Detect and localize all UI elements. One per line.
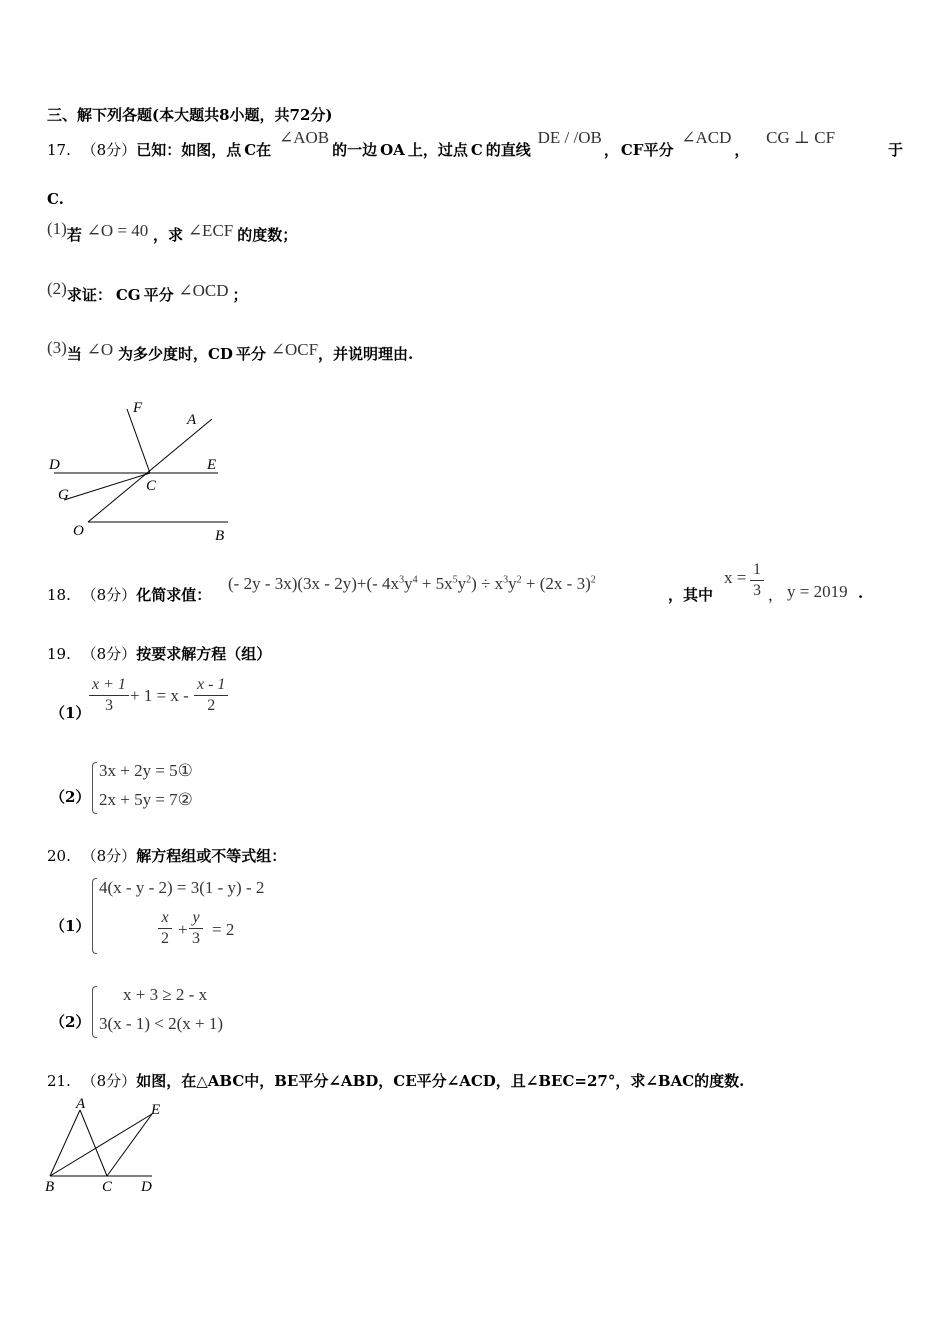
q17-sub2 xyxy=(47,279,248,305)
q17-text: 上，过点 xyxy=(407,141,468,159)
line-cf xyxy=(127,409,150,473)
q18-text-where: ，其中 xyxy=(668,586,714,604)
q18-x-numerator: 1 xyxy=(750,560,764,581)
q17-number: 17. xyxy=(47,141,71,159)
q17-sub2-cg: CG xyxy=(115,286,141,304)
q17-text: 在 xyxy=(256,141,272,159)
q20-title-line xyxy=(47,845,286,866)
q20-sub1-rhs: = 2 xyxy=(212,920,235,939)
q20-sub1-frac1 xyxy=(158,908,172,949)
q18-expr-a: (- 2y - 3x)(3x - 2y) xyxy=(228,574,357,593)
q18-exp: 3 xyxy=(399,574,405,586)
q17-sub1-target: ∠ECF xyxy=(187,221,234,240)
q19-points: （8分） xyxy=(81,645,137,663)
q17-sub3-text: 当 xyxy=(66,345,82,363)
q20-sub2-eq2: 3(x - 1) < 2(x + 1) xyxy=(99,1014,223,1033)
q18-expr-e: + (2x - 3) xyxy=(521,574,591,593)
q17-sub2-label: (2) xyxy=(47,279,67,298)
q20-sub1-eq1: 4(x - y - 2) = 3(1 - y) - 2 xyxy=(99,878,265,897)
fig21-label-e: E xyxy=(151,1102,161,1118)
q17-text: ， xyxy=(734,141,750,159)
q17-cg-perp-cf: CG ⊥ CF xyxy=(766,128,836,147)
q17-figure xyxy=(44,396,244,546)
q17-points: （8分） xyxy=(81,141,137,159)
q19-sub2-brace xyxy=(92,762,97,814)
fig17-label-c: C xyxy=(146,478,157,494)
q17-sub1-text: 若 xyxy=(66,226,82,244)
q20-sub1-denominator: 2 xyxy=(161,930,169,947)
q17-oa: OA xyxy=(380,141,405,159)
q18-exp: 2 xyxy=(590,574,596,586)
q18-var-y: y xyxy=(404,574,413,593)
q19-title-line xyxy=(47,643,271,664)
q21-line xyxy=(47,1070,744,1091)
q18-expr-c: + 5x xyxy=(417,574,453,593)
q17-text: 的一边 xyxy=(332,141,378,159)
line-ce xyxy=(107,1114,152,1176)
q18-expr-d: ) ÷ x xyxy=(471,574,504,593)
q18-x-eq xyxy=(724,568,746,588)
line-oa xyxy=(88,419,212,522)
q18-expression xyxy=(228,574,596,594)
line-be xyxy=(50,1114,152,1176)
q20-number: 20. xyxy=(47,847,71,865)
q19-title: 按要求解方程（组） xyxy=(136,645,272,663)
q20-sub1-brace xyxy=(92,878,97,954)
q18-exp: 2 xyxy=(466,574,472,586)
q20-sub2-brace xyxy=(92,986,97,1038)
q20-sub1-plus: + xyxy=(178,920,188,939)
fig21-label-b: B xyxy=(45,1179,55,1195)
q17-sub2-text: ； xyxy=(232,286,248,304)
fig17-label-a: A xyxy=(187,412,197,428)
q17-cf: CF xyxy=(620,141,644,159)
q18-comma: ， xyxy=(768,586,784,604)
q17-de-parallel-ob: DE / /OB xyxy=(537,128,602,147)
q17-angle-acd: ∠ACD xyxy=(681,128,732,147)
q20-sub2-label: （2） xyxy=(50,1013,91,1031)
q19-sub1-frac2 xyxy=(194,675,228,716)
q20-sub1-frac2 xyxy=(189,908,203,949)
q19-sub1-middle: + 1 = x - xyxy=(130,686,189,705)
q18-plus: + xyxy=(356,574,367,593)
fig17-label-e: E xyxy=(207,457,217,473)
q20-sub1-numerator: y xyxy=(189,908,203,929)
q17-text: 平分 xyxy=(643,141,674,159)
q17-sub1-label: (1) xyxy=(47,219,67,238)
q17-angle-aob: ∠AOB xyxy=(278,128,330,147)
q17-sub3-angle: ∠O xyxy=(86,340,114,359)
fig17-label-g: G xyxy=(58,487,69,503)
q18-text: 化简求值： xyxy=(136,586,212,604)
q20-sub1-numerator: x xyxy=(158,908,172,929)
q17-text: ， xyxy=(603,141,619,159)
q20-points: （8分） xyxy=(81,847,137,865)
q17-point-c: C xyxy=(470,141,483,159)
q17-sub3-cd: CD xyxy=(207,345,233,363)
q17-sub1-text: ，求 xyxy=(153,226,184,244)
q18-var-y: y xyxy=(457,574,467,593)
q20-title: 解方程组或不等式组： xyxy=(136,847,287,865)
q17-sub2-text: 求证： xyxy=(66,286,112,304)
q21-figure xyxy=(42,1096,172,1196)
fig21-label-d: D xyxy=(141,1179,152,1195)
q17-sub1-text: 的度数； xyxy=(237,226,298,244)
fig17-label-o: O xyxy=(73,523,84,539)
q17-sub1-condition: ∠O = 40 xyxy=(86,221,149,240)
q18-number: 18. xyxy=(47,586,71,604)
q19-sub1-numerator: x + 1 xyxy=(89,675,129,696)
q19-number: 19. xyxy=(47,645,71,663)
q19-sub1-denominator: 2 xyxy=(207,697,216,714)
q17-sub1 xyxy=(47,219,298,245)
q21-text: 如图，在△ABC中，BE平分∠ABD，CE平分∠ACD，且∠BEC=27°，求∠BAC的度数. xyxy=(136,1072,745,1090)
q17-line1 xyxy=(47,128,838,160)
q17-point-c: C xyxy=(244,141,257,159)
q17-sub2-target: ∠OCD xyxy=(178,281,229,300)
q19-sub1-label: （1） xyxy=(50,704,91,722)
fig17-label-b: B xyxy=(215,528,225,544)
q18-x-fraction xyxy=(750,560,764,601)
q17-text: 的直线 xyxy=(485,141,531,159)
q18-y-eq: y = 2019 xyxy=(787,582,848,601)
line-ac xyxy=(80,1110,107,1176)
fig17-label-f: F xyxy=(133,400,143,416)
q17-sub3-text: 为多少度时， xyxy=(117,345,208,363)
q17-sub3-text: 平分 xyxy=(235,345,266,363)
q17-sub3-text: ，并说明理由. xyxy=(318,345,414,363)
q18-var-y: y xyxy=(508,574,517,593)
q18-exp: 4 xyxy=(412,574,418,586)
fig21-label-a: A xyxy=(76,1096,86,1112)
q19-sub1-frac1 xyxy=(89,675,129,716)
q19-sub2-label: （2） xyxy=(50,788,91,806)
q21-points: （8分） xyxy=(81,1072,137,1090)
q17-sub2-text: 平分 xyxy=(143,286,174,304)
q19-sub2-eq1: 3x + 2y = 5① xyxy=(99,761,193,780)
q20-sub2-eq1: x + 3 ≥ 2 - x xyxy=(123,985,208,1004)
q18-period: . xyxy=(858,584,864,602)
line-ab xyxy=(50,1110,80,1176)
q18-x-eq-text: x = xyxy=(724,568,747,587)
section-title: 三、解下列各题(本大题共8小题，共72分) xyxy=(47,106,333,124)
q18-x-denominator: 3 xyxy=(753,582,761,599)
q20-sub1-label: （1） xyxy=(50,917,91,935)
q19-sub1-numerator: x - 1 xyxy=(194,675,228,696)
q21-number: 21. xyxy=(47,1072,71,1090)
q18-points: （8分） xyxy=(81,586,137,604)
q19-sub1-denominator: 3 xyxy=(104,697,113,714)
q18-expr-b: (- 4x xyxy=(366,574,400,593)
fig21-label-c: C xyxy=(102,1179,113,1195)
q17-text: 已知：如图，点 xyxy=(136,141,242,159)
line-cg xyxy=(64,473,150,500)
q18 xyxy=(47,584,211,605)
q20-sub1-denominator: 3 xyxy=(192,930,200,947)
fig17-label-d: D xyxy=(49,457,60,473)
q17-sub3 xyxy=(47,338,414,364)
q17-text-yu: 于 xyxy=(888,141,904,159)
q19-sub2-eq2: 2x + 5y = 7② xyxy=(99,790,193,809)
q18-exp: 5 xyxy=(452,574,458,586)
q18-exp: 2 xyxy=(516,574,522,586)
q18-exp: 3 xyxy=(503,574,509,586)
q17-sub3-target: ∠OCF xyxy=(270,340,319,359)
q17-text-c: C. xyxy=(47,190,64,208)
q17-sub3-label: (3) xyxy=(47,338,67,357)
